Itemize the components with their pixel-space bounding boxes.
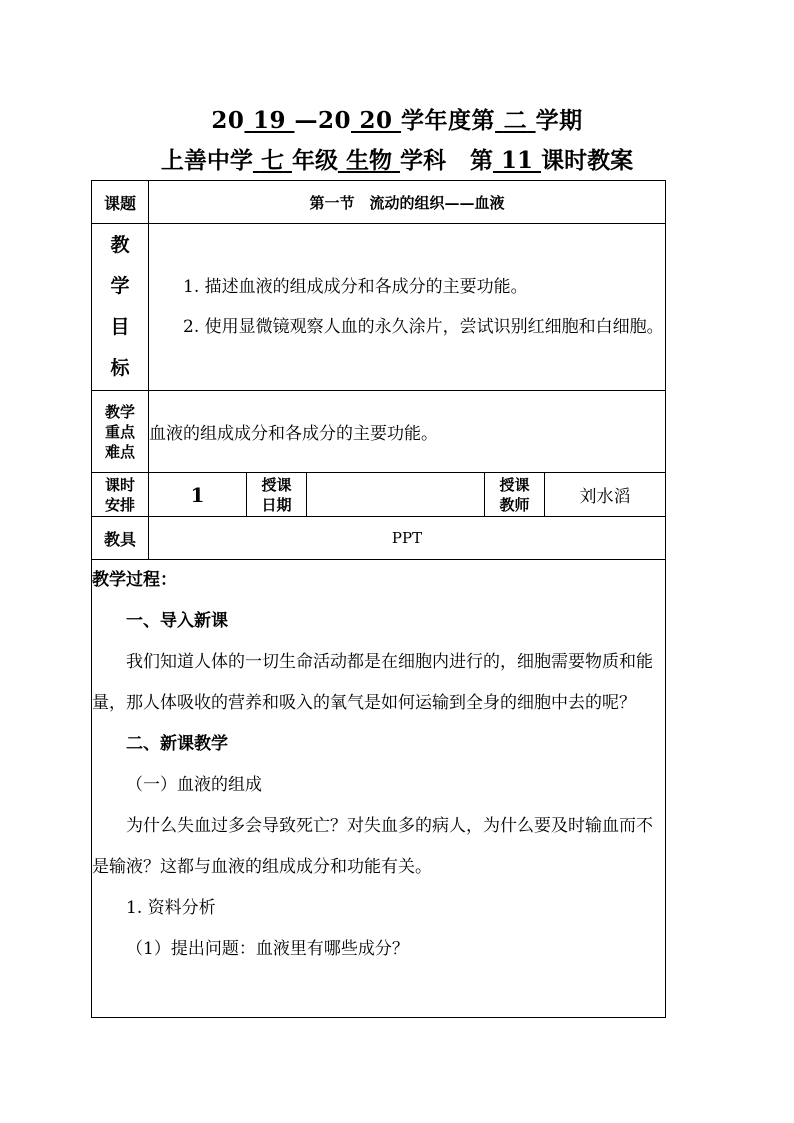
hours-value: 1	[149, 473, 247, 517]
subsection-heading: （一）血液的组成	[126, 775, 262, 795]
year-start-fill: 19	[252, 107, 286, 134]
hours-label: 课时 安排	[92, 473, 149, 517]
year-dash: —	[294, 107, 318, 134]
list-item: （1）提出问题：血液里有哪些成分？	[126, 939, 409, 959]
teacher-value: 刘水滔	[545, 473, 666, 517]
term-suffix: 学期	[535, 107, 583, 134]
topic-value: 第一节 流动的组织——血液	[149, 181, 666, 224]
year-start: 20	[211, 107, 245, 134]
document-title-lesson	[0, 142, 794, 175]
teaching-process	[92, 560, 666, 1018]
row-process	[92, 560, 666, 1018]
lesson-prefix: 第	[470, 147, 494, 174]
grade-fill: 七	[260, 147, 284, 174]
row-topic	[92, 181, 666, 224]
grade-suffix: 年级	[291, 147, 338, 174]
tools-value: PPT	[149, 517, 666, 560]
section-heading: 一、导入新课	[126, 611, 228, 631]
subject-fill: 生物	[345, 147, 392, 174]
lesson-fill: 11	[501, 147, 534, 174]
row-tools	[92, 517, 666, 560]
school-name: 上善中学	[160, 147, 253, 174]
year-end: 20	[317, 107, 351, 134]
paragraph: 为什么失血过多会导致死亡？对失血多的病人，为什么要及时输血而不是输液？这都与血液的组成成分和功能有关。	[92, 816, 653, 877]
date-value	[307, 473, 485, 517]
lesson-plan-table	[91, 180, 666, 1018]
goals-content	[149, 224, 666, 391]
key-points-label: 教学 重点 难点	[92, 391, 149, 473]
section-heading: 二、新课教学	[126, 734, 228, 754]
goal-item: 2. 使用显微镜观察人血的永久涂片，尝试识别红细胞和白细胞。	[183, 317, 664, 337]
date-label: 授课 日期	[247, 473, 307, 517]
document-title-term	[0, 102, 794, 135]
list-item: 1. 资料分析	[126, 898, 216, 918]
topic-label: 课题	[92, 181, 149, 224]
teacher-label: 授课 教师	[485, 473, 545, 517]
goal-item: 1. 描述血液的组成成分和各成分的主要功能。	[183, 277, 528, 297]
subject-suffix: 学科	[399, 147, 446, 174]
tools-label: 教具	[92, 517, 149, 560]
row-schedule	[92, 473, 666, 517]
row-key-points	[92, 391, 666, 473]
lesson-suffix: 课时教案	[541, 147, 634, 174]
year-suffix: 学年度第	[401, 107, 496, 134]
process-heading: 教学过程：	[92, 570, 177, 590]
goals-label: 教 学 目 标	[92, 224, 149, 391]
paragraph: 我们知道人体的一切生命活动都是在细胞内进行的，细胞需要物质和能量，那人体吸收的营养和吸入的氧气是如何运输到全身的细胞中去的呢？	[92, 652, 653, 713]
term-fill: 二	[503, 107, 528, 134]
year-end-fill: 20	[359, 107, 393, 134]
key-points-value: 血液的组成成分和各成分的主要功能。	[149, 391, 666, 473]
row-goals	[92, 224, 666, 391]
